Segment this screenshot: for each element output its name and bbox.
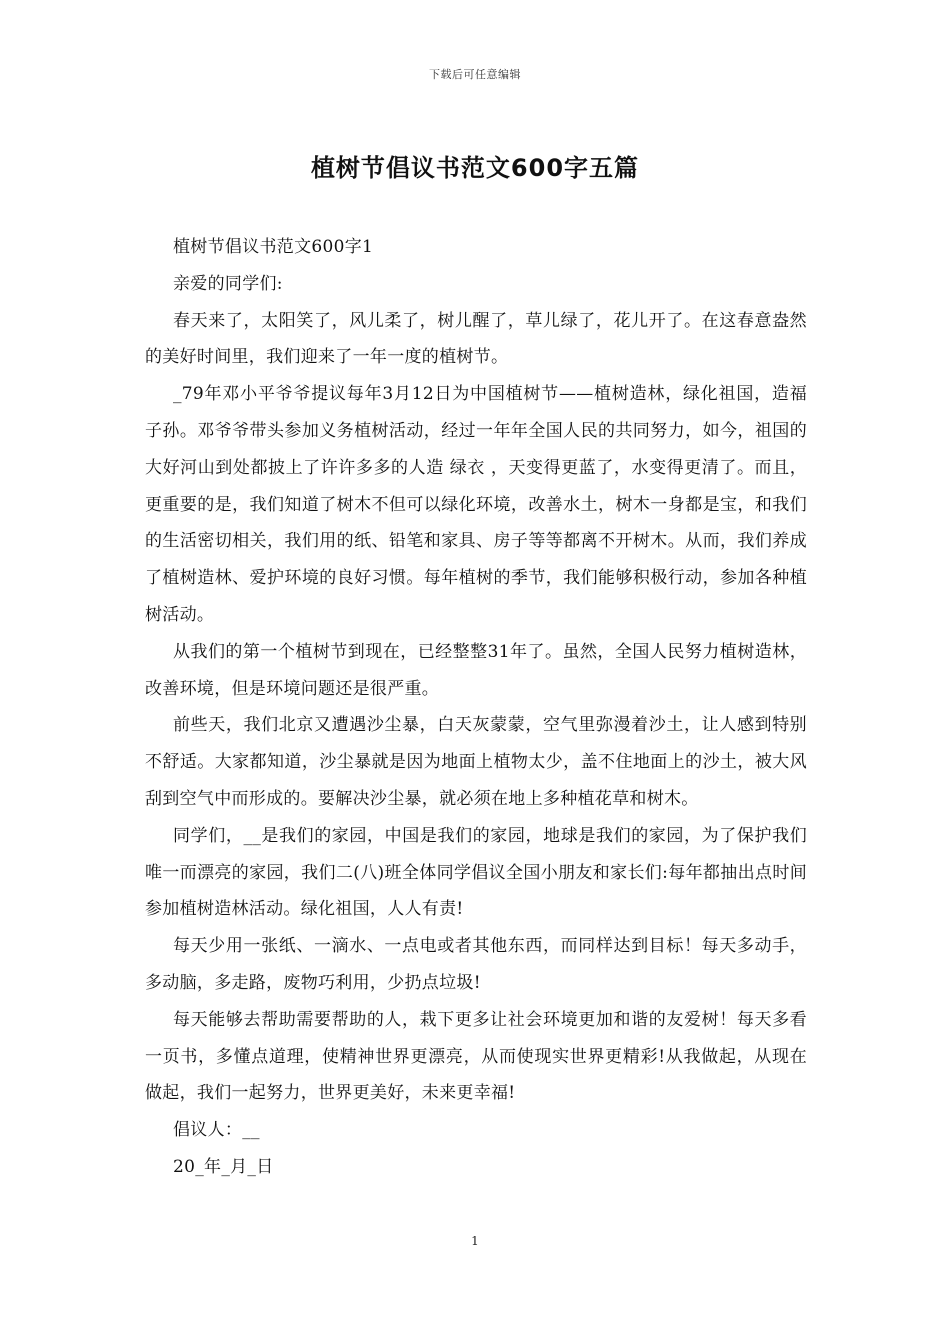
salutation: 亲爱的同学们: <box>173 273 283 294</box>
body-paragraph: 同学们，__是我们的家园，中国是我们的家园，地球是我们的家园，为了保护我们唯一而漂亮的家园，我们二(八)班全体同学倡议全国小朋友和家长们:每年都抽出点时间参加植树造林活动。绿化祖国，人人有责! <box>145 825 807 920</box>
body-paragraph: 每天少用一张纸、一滴水、一点电或者其他东西，而同样达到目标！每天多动手，多动脑，多走路，废物巧利用，少扔点垃圾! <box>145 936 807 993</box>
body-paragraph: _79年邓小平爷爷提议每年3月12日为中国植树节——植树造林，绿化祖国，造福子孙。邓爷爷带头参加义务植树活动，经过一年年全国人民的共同努力，如今，祖国的大好河山到处都披上了许许多多的人造 绿衣 ，天变得更蓝了，水变得更清了。而且，更重要的是，我们知道了树木不但可以绿化环境，改善水土，树木一身都是宝，和我们的生活密切相关，我们用的纸、铅笔和家具、房子等等都离不开树木。从而，我们养成了植树造林、爱护环境的良好习惯。每年植树的季节，我们能够积极行动，参加各种植树活动。 <box>145 384 807 625</box>
body-paragraph: 每天能够去帮助需要帮助的人，栽下更多让社会环境更加和谐的友爱树！每天多看一页书，多懂点道理，使精神世界更漂亮，从而使现实世界更精彩!从我做起，从现在做起，我们一起努力，世界更美好，未来更幸福! <box>145 1009 807 1104</box>
date-line: 20_年_月_日 <box>173 1156 274 1177</box>
document-title: 植树节倡议书范文600字五篇 <box>310 154 640 182</box>
section-heading: 植树节倡议书范文600字1 <box>173 237 374 257</box>
page-number: 1 <box>471 1234 479 1248</box>
body-paragraph: 从我们的第一个植树节到现在，已经整整31年了。虽然，全国人民努力植树造林，改善环境，但是环境问题还是很严重。 <box>145 641 807 699</box>
signature-line: 倡议人：__ <box>173 1120 260 1141</box>
header-note: 下载后可任意编辑 <box>429 68 521 81</box>
document-body <box>145 229 807 1186</box>
body-paragraph: 前些天，我们北京又遭遇沙尘暴，白天灰蒙蒙，空气里弥漫着沙土，让人感到特别不舒适。大家都知道，沙尘暴就是因为地面上植物太少，盖不住地面上的沙土，被大风刮到空气中而形成的。要解决沙尘暴，就必须在地上多种植花草和树木。 <box>145 715 807 809</box>
body-paragraph: 春天来了，太阳笑了，风儿柔了，树儿醒了，草儿绿了，花儿开了。在这春意盎然的美好时间里，我们迎来了一年一度的植树节。 <box>145 310 807 368</box>
